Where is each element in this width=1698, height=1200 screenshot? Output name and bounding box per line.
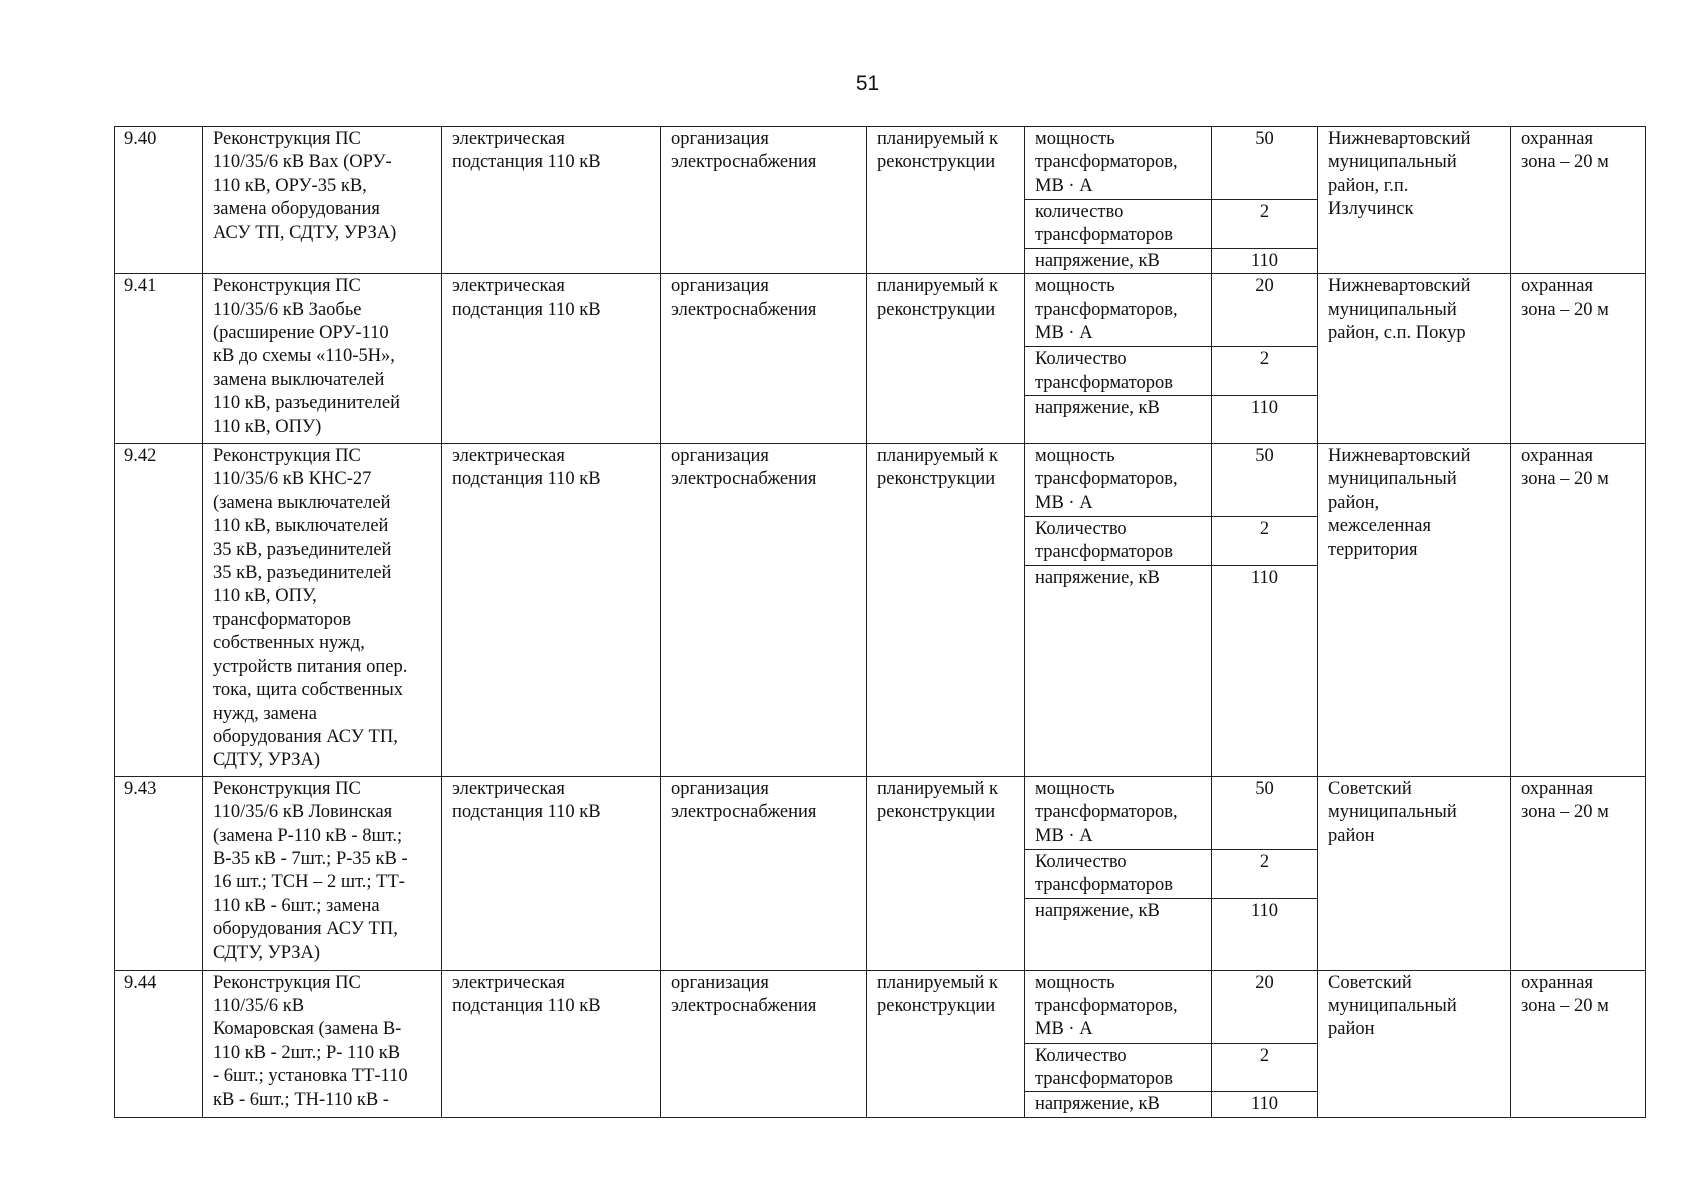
param-label [1025, 274, 1212, 347]
param-value-text: 50 [1255, 446, 1274, 467]
table-row [115, 274, 1646, 347]
param-label-text: мощность трансформаторов, МВ · А [1035, 276, 1178, 344]
object-location-text: Нижневартовский муниципальный район, с.п. Покур [1328, 276, 1471, 344]
protection-zone [1511, 776, 1646, 970]
param-value [1212, 776, 1318, 849]
object-purpose [661, 444, 867, 777]
object-name [203, 444, 442, 777]
object-purpose [661, 127, 867, 274]
object-status [867, 274, 1025, 444]
table-row [115, 444, 1646, 517]
object-location-text: Советский муниципальный район [1328, 972, 1457, 1040]
row-number [115, 776, 203, 970]
object-location [1318, 444, 1511, 777]
row-number-text: 9.43 [124, 778, 157, 799]
param-value-text: 2 [1259, 851, 1270, 872]
object-type [442, 444, 661, 777]
object-type [442, 970, 661, 1117]
object-type-text: электрическая подстанция 110 кВ [452, 972, 601, 1017]
protection-zone-text: охранная зона – 20 м [1521, 446, 1609, 490]
object-name-text: Реконструкция ПС 110/35/6 кВ Вах (ОРУ- 110 кВ, ОРУ-35 кВ, замена оборудования АСУ ТП, СДТУ, УРЗА) [213, 129, 397, 243]
param-label [1025, 347, 1212, 396]
object-type-text: электрическая подстанция 110 кВ [452, 778, 601, 823]
page-number: 51 [855, 72, 880, 95]
param-value [1212, 517, 1318, 566]
param-label [1025, 1092, 1212, 1117]
object-name [203, 274, 442, 444]
param-label [1025, 444, 1212, 517]
object-status-text: планируемый к реконструкции [877, 446, 999, 490]
row-number-text: 9.44 [124, 972, 157, 993]
row-number-text: 9.41 [124, 276, 157, 297]
table-body [115, 127, 1646, 1118]
param-label [1025, 396, 1212, 444]
object-name [203, 970, 442, 1117]
object-purpose [661, 274, 867, 444]
object-type-text: электрическая подстанция 110 кВ [452, 446, 601, 490]
param-value [1212, 444, 1318, 517]
object-status [867, 444, 1025, 777]
param-value [1212, 898, 1318, 970]
param-value [1212, 396, 1318, 444]
row-number [115, 444, 203, 777]
object-name-text: Реконструкция ПС 110/35/6 кВ Ловинская (замена Р-110 кВ - 8шт.; В-35 кВ - 7шт.; Р-35 кВ - 16 шт.; ТСН – 2 шт.; ТТ- 110 кВ - 6шт.; замена оборудования АСУ ТП, СДТУ, УРЗА) [213, 778, 408, 963]
row-number [115, 970, 203, 1117]
row-number-text: 9.42 [124, 446, 157, 467]
object-purpose-text: организация электроснабжения [671, 446, 817, 490]
object-location [1318, 274, 1511, 444]
object-purpose-text: организация электроснабжения [671, 129, 817, 173]
param-label-text: напряжение, кВ [1035, 250, 1160, 271]
protection-zone [1511, 970, 1646, 1117]
param-label-text: напряжение, кВ [1035, 900, 1160, 921]
param-label-text: мощность трансформаторов, МВ · А [1035, 446, 1178, 513]
object-status-text: планируемый к реконструкции [877, 778, 999, 823]
param-label [1025, 849, 1212, 898]
param-value-text: 50 [1255, 129, 1274, 149]
object-purpose-text: организация электроснабжения [671, 972, 817, 1017]
param-value [1212, 849, 1318, 898]
table-row [115, 970, 1646, 1043]
param-label-text: Количество трансформаторов [1035, 851, 1173, 896]
object-location-text: Советский муниципальный район [1328, 778, 1457, 846]
param-label-text: напряжение, кВ [1035, 1094, 1160, 1115]
param-value [1212, 200, 1318, 249]
param-label-text: Количество трансформаторов [1035, 1045, 1173, 1090]
param-label [1025, 776, 1212, 849]
param-value-text: 110 [1250, 250, 1279, 271]
param-value-text: 110 [1250, 567, 1279, 588]
param-label [1025, 517, 1212, 566]
protection-zone [1511, 444, 1646, 777]
object-status-text: планируемый к реконструкции [877, 972, 999, 1017]
param-value-text: 20 [1255, 972, 1274, 993]
object-status [867, 970, 1025, 1117]
object-status [867, 127, 1025, 274]
protection-zone [1511, 274, 1646, 444]
object-name [203, 127, 442, 274]
object-location [1318, 776, 1511, 970]
param-value [1212, 248, 1318, 273]
param-value-text: 50 [1255, 778, 1274, 799]
object-status-text: планируемый к реконструкции [877, 276, 999, 320]
param-label-text: напряжение, кВ [1035, 567, 1160, 588]
object-purpose-text: организация электроснабжения [671, 778, 817, 823]
object-type [442, 776, 661, 970]
object-location [1318, 970, 1511, 1117]
object-location-text: Нижневартовский муниципальный район, г.п. Излучинск [1328, 129, 1471, 220]
param-label-text: мощность трансформаторов, МВ · А [1035, 129, 1178, 196]
object-type [442, 274, 661, 444]
object-status-text: планируемый к реконструкции [877, 129, 999, 173]
param-label [1025, 248, 1212, 273]
object-type-text: электрическая подстанция 110 кВ [452, 276, 601, 320]
param-value [1212, 565, 1318, 776]
protection-zone-text: охранная зона – 20 м [1521, 972, 1609, 1017]
param-value-text: 110 [1250, 398, 1279, 419]
object-name [203, 776, 442, 970]
param-label-text: напряжение, кВ [1035, 398, 1160, 419]
object-type [442, 127, 661, 274]
param-label [1025, 970, 1212, 1043]
param-value [1212, 274, 1318, 347]
param-label-text: количество трансформаторов [1035, 202, 1173, 246]
object-name-text: Реконструкция ПС 110/35/6 кВ Заобье (расширение ОРУ-110 кВ до схемы «110-5Н», замена выключателей 110 кВ, разъединителей 110 кВ, ОПУ) [213, 276, 401, 437]
object-purpose-text: организация электроснабжения [671, 276, 817, 320]
object-purpose [661, 970, 867, 1117]
param-value-text: 2 [1259, 349, 1270, 370]
row-number [115, 127, 203, 274]
protection-zone-text: охранная зона – 20 м [1521, 276, 1609, 320]
object-type-text: электрическая подстанция 110 кВ [452, 129, 601, 173]
param-label-text: Количество трансформаторов [1035, 519, 1173, 563]
param-label-text: мощность трансформаторов, МВ · А [1035, 778, 1178, 846]
param-value [1212, 1092, 1318, 1117]
param-value-text: 2 [1259, 519, 1270, 540]
object-name-text: Реконструкция ПС 110/35/6 кВ КНС-27 (замена выключателей 110 кВ, выключателей 35 кВ, разъединителей 35 кВ, разъединителей 110 кВ, ОПУ, трансформаторов собственных нужд, устройств питания опер. тока, щита собственных нужд, замена оборудования АСУ ТП, СДТУ, УРЗА) [213, 446, 408, 771]
protection-zone-text: охранная зона – 20 м [1521, 129, 1609, 173]
param-value [1212, 1043, 1318, 1092]
object-location [1318, 127, 1511, 274]
param-value-text: 110 [1250, 900, 1279, 921]
param-value [1212, 127, 1318, 200]
param-label [1025, 200, 1212, 249]
table-row [115, 776, 1646, 849]
param-value [1212, 347, 1318, 396]
protection-zone-text: охранная зона – 20 м [1521, 778, 1609, 823]
param-label [1025, 898, 1212, 970]
object-purpose [661, 776, 867, 970]
param-label [1025, 127, 1212, 200]
table-row [115, 127, 1646, 200]
row-number [115, 274, 203, 444]
param-label [1025, 1043, 1212, 1092]
param-label-text: мощность трансформаторов, МВ · А [1035, 972, 1178, 1040]
object-location-text: Нижневартовский муниципальный район, межселенная территория [1328, 446, 1471, 560]
object-name-text: Реконструкция ПС 110/35/6 кВ Комаровская (замена В- 110 кВ - 2шт.; Р- 110 кВ - 6шт.; установка ТТ-110 кВ - 6шт.; ТН-110 кВ - [213, 972, 408, 1110]
object-status [867, 776, 1025, 970]
param-value-text: 20 [1255, 276, 1274, 297]
row-number-text: 9.40 [124, 129, 157, 149]
param-value-text: 110 [1250, 1094, 1279, 1115]
param-label-text: Количество трансформаторов [1035, 349, 1173, 393]
objects-table [114, 126, 1646, 1118]
param-value [1212, 970, 1318, 1043]
param-label [1025, 565, 1212, 776]
protection-zone [1511, 127, 1646, 274]
param-value-text: 2 [1259, 202, 1270, 222]
param-value-text: 2 [1259, 1045, 1270, 1066]
